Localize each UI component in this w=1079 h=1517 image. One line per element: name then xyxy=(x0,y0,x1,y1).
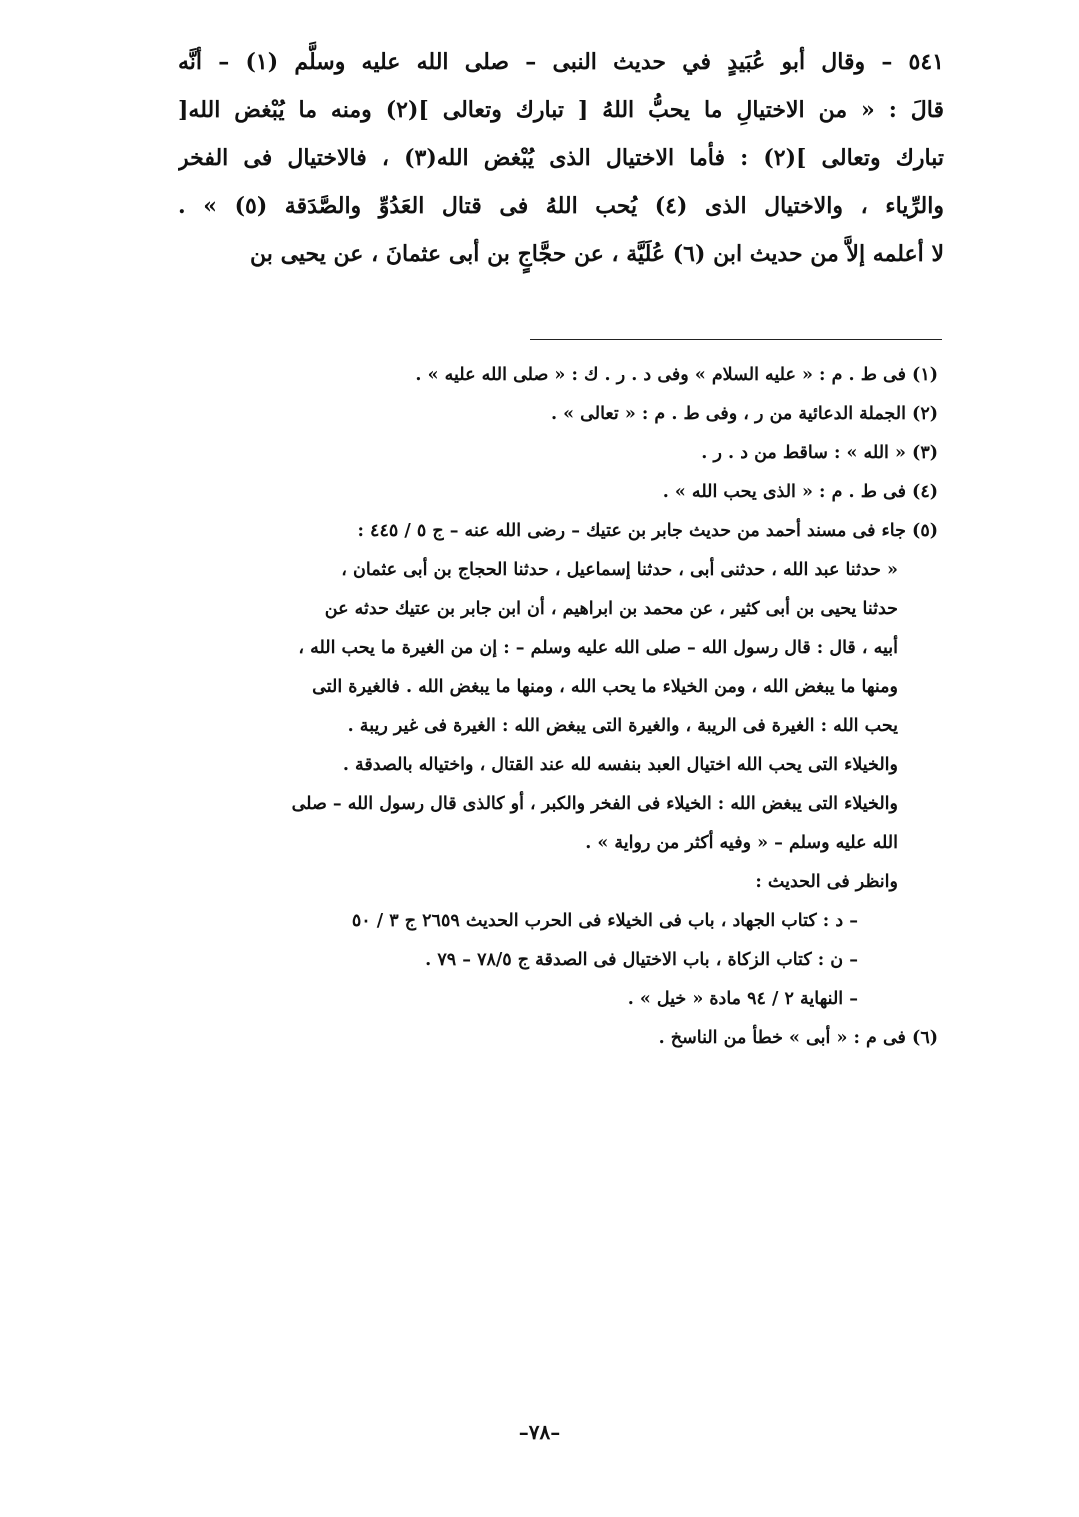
footnote-reference: – النهاية ٢ / ٩٤ مادة « خيل » . xyxy=(627,989,858,1009)
footnote-quote-line: أبيه ، قال : قال رسول الله – صلى الله عليه وسلم – : إن من الغيرة ما يحب الله ، xyxy=(298,638,898,658)
footnote-1: (١) فى ط . م : « عليه السلام » وفى د . ر . ك : « صلى الله عليه » . xyxy=(415,365,938,385)
footnote-2: (٢) الجملة الدعائية من ر ، وفى ط . م : « تعالى » . xyxy=(550,404,938,424)
footnote-3: (٣) « الله » : ساقط من د . ر . xyxy=(701,443,938,463)
footnote-quote-line: « حدثنا عبد الله ، حدثنى أبى ، حدثنا إسماعيل ، حدثنا الحجاج بن أبى عثمان ، xyxy=(341,560,898,580)
footnote-5: (٥) جاء فى مسند أحمد من حديث جابر بن عتيك – رضى الله عنه – ج ٥ / ٤٤٥ : xyxy=(357,521,938,541)
footnote-quote-line: وانظر فى الحديث : xyxy=(755,872,898,892)
footnote-reference: – د : كتاب الجهاد ، باب فى الخيلاء فى الحرب الحديث ٢٦٥٩ ج ٣ / ٥٠ xyxy=(351,911,858,931)
main-line: قالَ : « من الاختيالِ ما يحبُّ اللهُ [ تبارك وتعالى ](٢) ومنه ما يُبْغض الله[ xyxy=(178,97,944,123)
footnote-quote-line: والخيلاء التى يحب الله اختيال العبد بنفسه لله عند القتال ، واختياله بالصدقة . xyxy=(342,755,898,775)
footnote-quote-line: يحب الله : الغيرة فى الريبة ، والغيرة التى يبغض الله : الغيرة فى غير ريبة . xyxy=(347,716,898,736)
footnote-separator xyxy=(530,339,942,340)
footnote-4: (٤) فى ط . م : « الذى يحب الله » . xyxy=(662,482,938,502)
footnote-quote-line: ومنها ما يبغض الله ، ومن الخيلاء ما يحب الله ، ومنها ما يبغض الله . فالغيرة التى xyxy=(312,677,898,697)
main-line: لا أعلمه إلاَّ من حديث ابن (٦) عُلَيَّة ، عن حجَّاجٍ بن أبى عثمانَ ، عن يحيى بن xyxy=(250,241,944,267)
footnote-quote-line: والخيلاء التى يبغض الله : الخيلاء فى الفخر والكبر ، أو كالذى قال رسول الله – صلى xyxy=(291,794,898,814)
main-text xyxy=(178,38,944,278)
footnote-reference: – ن : كتاب الزكاة ، باب الاختيال فى الصدقة ج ٧٨/٥ – ٧٩ . xyxy=(425,950,858,970)
footnote-quote-line: حدثنا يحيى بن أبى كثير ، عن محمد بن ابراهيم ، أن ابن جابر بن عتيك حدثه عن xyxy=(324,599,898,619)
footnotes xyxy=(170,356,938,1058)
main-line: تبارك وتعالى ](٢) : فأما الاختيال الذى يُبْغض الله(٣) ، فالاختيال فى الفخر xyxy=(178,145,944,171)
main-line: ٥٤١ – وقال أبو عُبَيدٍ في حديث النبى – صلى الله عليه وسلَّم (١) – أنَّه xyxy=(178,49,944,75)
page-number: –٧٨– xyxy=(518,1420,561,1444)
footnote-quote-line: الله عليه وسلم – « وفيه أكثر من رواية » . xyxy=(585,833,898,853)
main-line: والرِّياء ، والاختيال الذى (٤) يُحب اللهُ فى قتال العَدُوِّ والصَّدَقة (٥) » . xyxy=(178,193,944,219)
footnote-6: (٦) فى م : « أبى » خطأ من الناسخ . xyxy=(658,1028,938,1048)
